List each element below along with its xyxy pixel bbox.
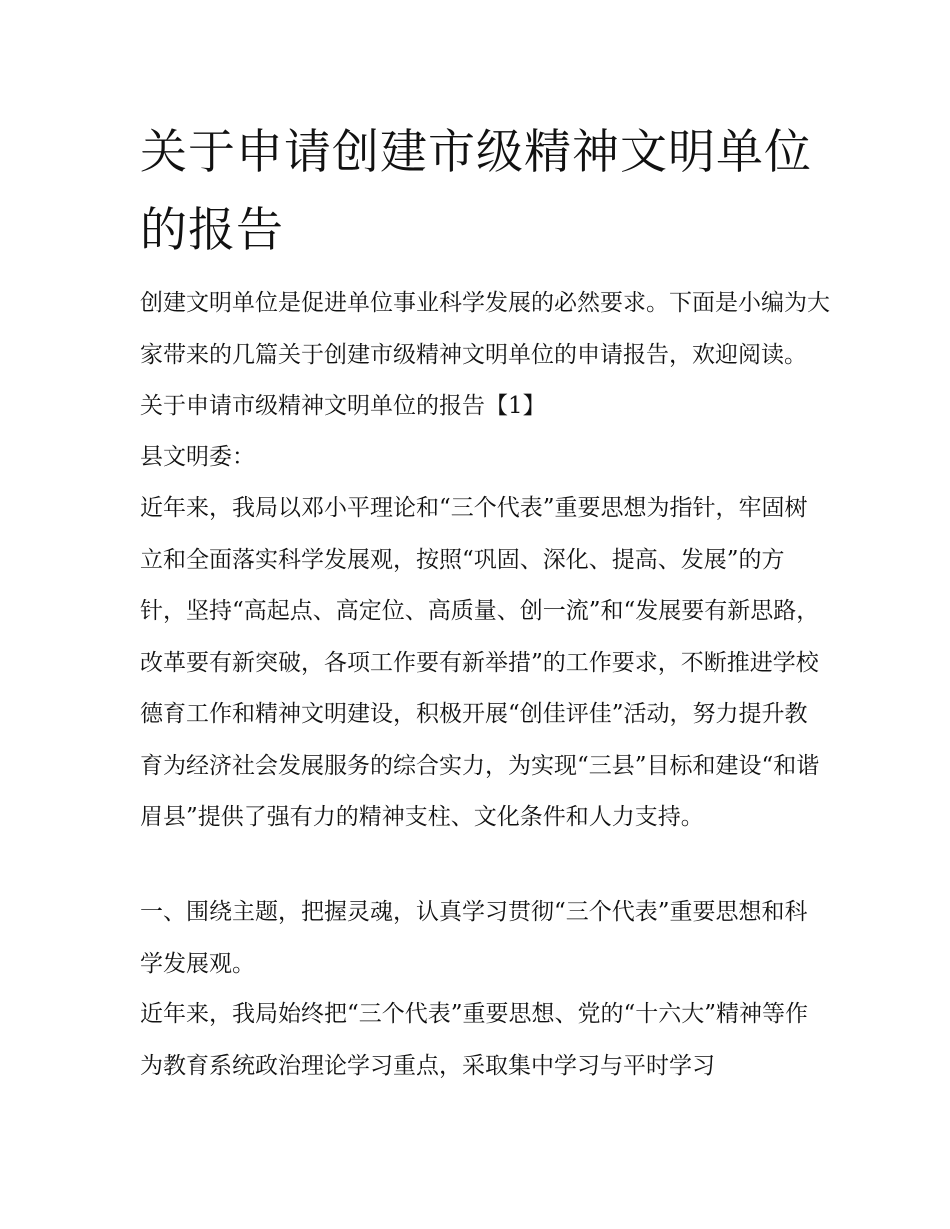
body-paragraph: 近年来，我局以邓小平理论和“三个代表”重要思想为指针，牢固树立和全面落实科学发展观，按照“巩固、深化、提高、发展”的方针，坚持“高起点、高定位、高质量、创一流”和“发展要有新思路，改革要有新突破，各项工作要有新举措”的工作要求，不断推进学校德育工作和精神文明建设，积极开展“创佳评佳”活动，努力提升教育为经济社会发展服务的综合实力，为实现“三县”目标和建设“和谐眉县”提供了强有力的精神支柱、文化条件和人力支持。: [140, 495, 820, 830]
intro-paragraph: 创建文明单位是促进单位事业科学发展的必然要求。下面是小编为大家带来的几篇关于创建市级精神文明单位的申请报告，欢迎阅读。 关于申请市级精神文明单位的报告【1】: [140, 290, 830, 419]
salutation: 县文明委：: [140, 444, 255, 470]
document-title: 关于申请创建市级精神文明单位的报告: [140, 125, 812, 258]
body-paragraph: 近年来，我局始终把“三个代表”重要思想、党的“十六大”精神等作为教育系统政治理论学习重点，采取集中学习与平时学习: [140, 1001, 809, 1079]
section-heading: 一、围绕主题，把握灵魂，认真学习贯彻“三个代表”重要思想和科学发展观。: [140, 899, 808, 977]
